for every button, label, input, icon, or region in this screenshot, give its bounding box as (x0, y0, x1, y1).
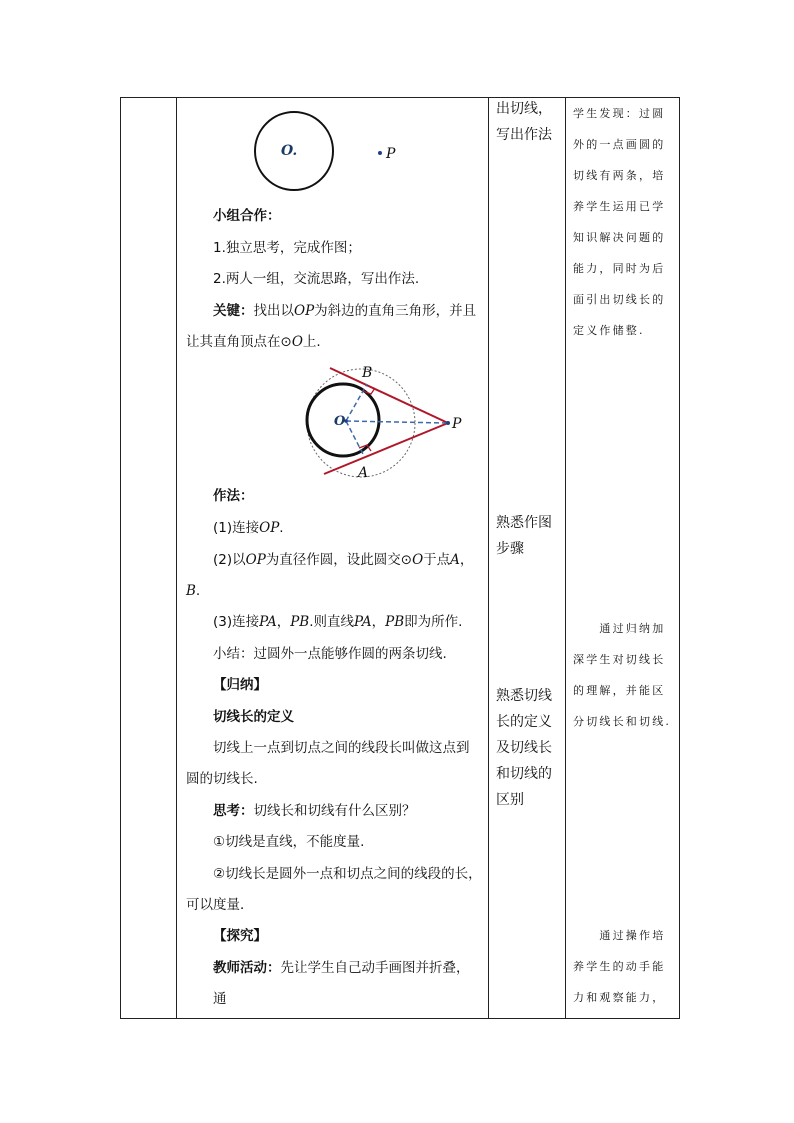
definition-line-2: 圆的切线长. (186, 771, 258, 787)
teacher-activity (213, 958, 470, 978)
point-1: ①切线是直线，不能度量. (213, 834, 365, 850)
teacher-label: 教师活动： (213, 960, 281, 976)
method-text: . (279, 520, 284, 536)
tangent-line-pb (330, 368, 448, 423)
tangent-line-pa (324, 423, 448, 474)
explore-heading: 【探究】 (213, 928, 267, 944)
key-line-2 (186, 332, 321, 352)
key-text: 上. (302, 334, 321, 350)
column-divider (565, 98, 566, 1018)
definition-line-1: 切线上一点到切点之间的线段长叫做这点到 (213, 740, 470, 756)
point-p (378, 151, 382, 155)
teacher-activity-cont: 通 (213, 991, 227, 1007)
think-label: 思考： (213, 803, 254, 819)
key-line-1 (213, 301, 476, 321)
method-pa: PA (259, 614, 277, 630)
method-step-2-cont (186, 581, 200, 601)
method-pb: PB (290, 614, 310, 630)
method-step-1 (213, 518, 284, 538)
auxiliary-circle (307, 369, 415, 477)
label-a: A (358, 465, 369, 481)
step-1: 1.独立思考，完成作图； (213, 240, 361, 256)
lesson-table (120, 97, 680, 1019)
key-op: OP (294, 303, 315, 319)
group-work-title: 小组合作： (213, 208, 281, 224)
design-intent-1: 学生发现：过圆外的一点画圆的切线有两条，培养学生运用已学知识解决问题的能力，同时为后面引出切线长的定义作储整. (573, 107, 666, 337)
point-2-line-1: ②切线长是圆外一点和切点之间的线段的长， (213, 866, 482, 882)
key-o: O (291, 334, 303, 350)
method-pb: PB (385, 614, 405, 630)
method-text: 即为所作. (404, 614, 463, 630)
label-b: B (362, 365, 373, 381)
method-text: (3)连接 (213, 614, 260, 630)
method-step-3 (213, 612, 462, 632)
student-activity-3: 熟悉切线长的定义及切线长和切线的区别 (496, 688, 552, 808)
student-activity-2: 熟悉作图步骤 (496, 515, 552, 557)
label-o: O. (281, 143, 298, 159)
method-text: ， (276, 614, 291, 630)
think-line (213, 801, 416, 821)
figure-tangent-construction (238, 360, 462, 482)
method-text: (1)连接 (213, 520, 260, 536)
step-2: 2.两人一组，交流思路，写出作法. (213, 271, 420, 287)
method-text: ， (459, 552, 474, 568)
segment-op (346, 421, 446, 423)
method-op: OP (245, 552, 266, 568)
method-pa: PA (354, 614, 372, 630)
key-label: 关键： (213, 303, 254, 319)
method-op: OP (259, 520, 280, 536)
segment-oa (346, 421, 364, 456)
student-activity-1: 出切线，写出作法 (496, 101, 552, 143)
point-p (446, 421, 450, 425)
figure-circle-point (238, 108, 438, 194)
blank-column (121, 98, 176, 1018)
label-o: O (334, 414, 346, 429)
column-divider (176, 98, 177, 1018)
teacher-text: 先让学生自己动手画图并折叠， (280, 960, 470, 976)
summary: 小结：过圆外一点能够作圆的两条切线. (213, 646, 447, 662)
induction-heading: 【归纳】 (213, 677, 267, 693)
method-b: B (186, 583, 196, 599)
method-text: . (195, 583, 201, 599)
label-p: P (452, 416, 462, 432)
method-text: ， (371, 614, 386, 630)
method-text: 于点 (423, 552, 451, 568)
segment-ob (346, 384, 367, 421)
method-step-2 (213, 550, 473, 570)
method-title: 作法： (213, 488, 254, 504)
key-text: 为斜边的直角三角形，并且 (314, 303, 477, 319)
key-text: 找出以 (253, 303, 294, 319)
teaching-content-column (178, 98, 488, 1018)
design-intent-2: 通过归纳加深学生对切线长的理解，并能区分切线长和切线. (573, 622, 672, 728)
method-o: O (412, 552, 424, 568)
key-text: 让其直角顶点在⊙ (186, 334, 292, 350)
column-divider (488, 98, 489, 1018)
think-text: 切线长和切线有什么区别？ (253, 803, 416, 819)
student-activity-column (490, 98, 565, 1018)
design-intent-column (567, 98, 679, 1018)
method-text: 为直径作圆，设此圆交⊙ (265, 552, 413, 568)
point-2-line-2: 可以度量． (186, 897, 254, 913)
label-p: P (386, 146, 396, 162)
method-a: A (450, 552, 460, 568)
method-text: (2)以 (213, 552, 246, 568)
design-intent-3: 通过操作培养学生的动手能力和观察能力， (573, 929, 666, 1004)
definition-title: 切线长的定义 (213, 709, 294, 725)
method-text: .则直线 (309, 614, 355, 630)
